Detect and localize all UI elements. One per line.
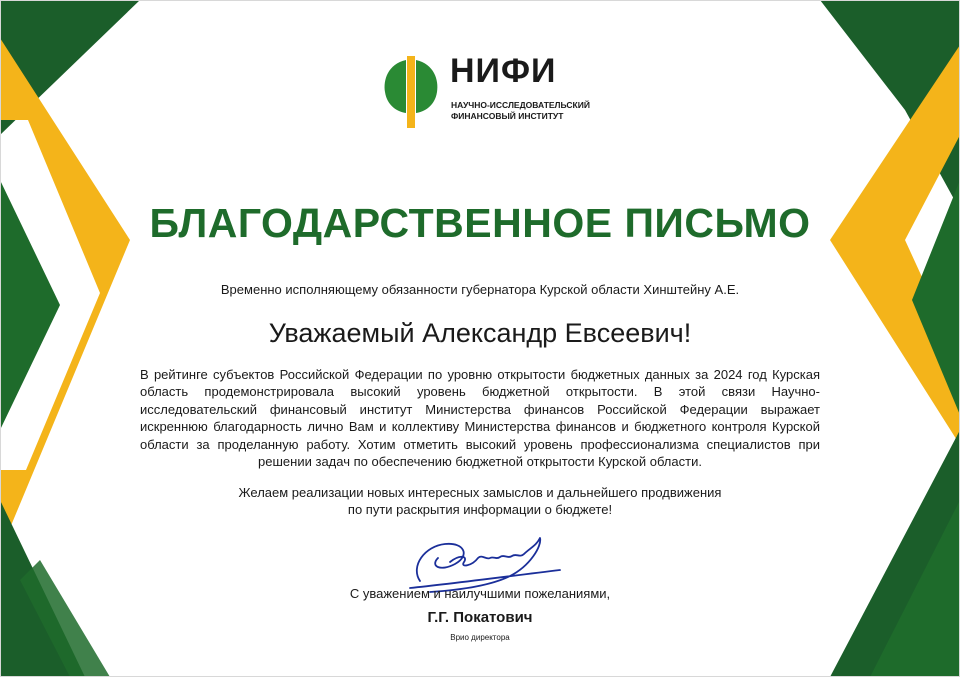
- closing-line: С уважением и наилучшими пожеланиями,: [349, 586, 611, 601]
- addressee-line: Временно исполняющему обязанности губернатора Курской области Хинштейну А.Е.: [220, 282, 740, 297]
- signer-name: Г.Г. Покатович: [427, 609, 533, 626]
- wishes-line2: по пути раскрытия информации о бюджете!: [347, 502, 613, 518]
- salutation: Уважаемый Александр Евсеевич!: [268, 318, 692, 348]
- wishes-line1: Желаем реализации новых интересных замыслов и дальнейшего продвижения: [238, 485, 722, 500]
- logo-subtitle-line2: ФИНАНСОВЫЙ ИНСТИТУТ: [451, 111, 564, 121]
- document-title: БЛАГОДАРСТВЕННОЕ ПИСЬМО: [149, 200, 811, 246]
- nifi-logo: [380, 50, 620, 130]
- nifi-logo-icon: [380, 50, 444, 130]
- wishes-paragraph: [0, 484, 960, 519]
- body-text: В рейтинге субъектов Российской Федерации по уровню открытости бюджетных данных за 2024 год Курская область продемонстрировала высокий уровень бюджетной открытости. В этой связи Научно-исследовательский финансовый институт Министерства финансов Российской Федерации выражает искреннюю благодарность лично Вам и коллективу Министерства финансов и бюджетного контроля Курской области за проделанную работу. Хотим отметить высокий уровень профессионализма специалистов при решении задач по обеспечению бюджетной открытости Курской области.: [140, 367, 820, 470]
- body-paragraph: [140, 366, 820, 470]
- logo-name: НИФИ: [450, 52, 557, 90]
- logo-subtitle-line1: НАУЧНО-ИССЛЕДОВАТЕЛЬСКИЙ: [451, 100, 590, 110]
- signer-position: Врио директора: [450, 633, 510, 642]
